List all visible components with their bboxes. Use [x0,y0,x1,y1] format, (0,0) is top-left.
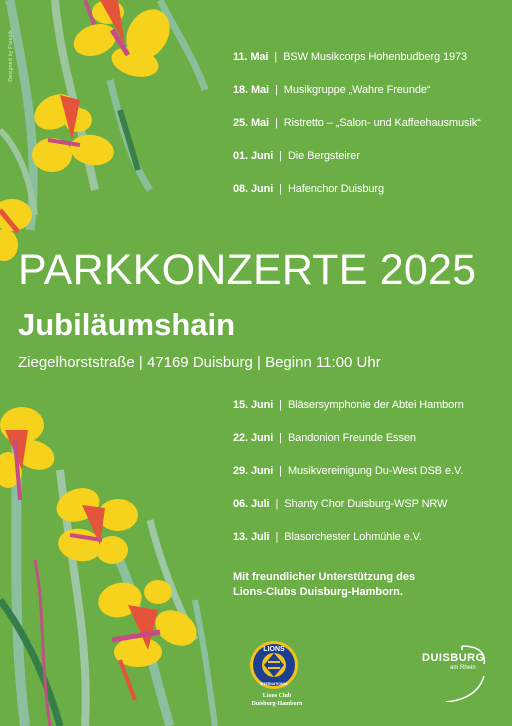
separator: | [279,149,282,162]
concert-date: 06. Juli [233,497,270,510]
concert-date: 11. Mai [233,50,269,63]
separator: | [279,464,282,477]
concert-date: 15. Juni [233,398,274,411]
concert-name: Bandonion Freunde Essen [287,431,416,444]
list-item [233,520,464,553]
separator: | [279,182,282,195]
separator: | [279,398,282,411]
lions-caption-line: Duisburg-Hamborn [251,701,303,707]
duisburg-tagline: am Rhein [450,665,476,671]
concert-list-bottom [233,388,464,553]
flower-bottom-upper [0,407,59,500]
separator: | [279,431,282,444]
concert-name: BSW Musikcorps Hohenbudberg 1973 [283,50,468,63]
concert-date: 01. Juni [233,149,274,162]
concert-list-top [233,40,481,205]
concert-date: 08. Juni [233,182,274,195]
list-item [233,388,464,421]
photo-credit: Designed by Freepik [8,30,14,82]
separator: | [275,83,278,96]
list-item [233,40,481,73]
concert-date: 13. Juli [233,530,270,543]
list-item [233,73,481,106]
concert-name: Bläsersymphonie der Abtei Hamborn [287,398,464,411]
list-item [233,454,464,487]
separator: | [275,497,279,510]
lions-logo-bottom-text: INTERNATIONAL [259,682,289,686]
lions-club-caption [222,692,332,708]
concert-name: Musikgruppe „Wahre Freunde“ [283,83,431,96]
concert-name: Shanty Chor Duisburg-WSP NRW [284,497,448,510]
flower-top-right [69,0,178,82]
poster-subtitle: Jubiläumshain [18,307,236,342]
concert-date: 22. Juni [233,431,274,444]
concert-date: 29. Juni [233,464,274,477]
list-item [233,106,481,139]
sponsor-line: Lions-Clubs Duisburg-Hamborn. [233,586,403,598]
concert-date: 18. Mai [233,83,269,96]
list-item [233,421,464,454]
separator: | [275,530,279,543]
list-item [233,172,481,205]
venue-details: Ziegelhorststraße | 47169 Duisburg | Beginn 11:00 Uhr [18,354,381,371]
flower-bottom-lower [94,578,203,700]
list-item [233,487,464,520]
separator: | [275,116,278,129]
lions-caption-line: Lions Club [262,693,292,699]
concert-date: 25. Mai [233,116,269,129]
sponsor-note [233,570,415,600]
duisburg-logo-mark [418,642,498,702]
flower-top-middle [28,87,116,172]
concert-name: Die Bergsteirer [287,149,360,162]
concert-name: Hafenchor Duisburg [287,182,384,195]
concert-name: Musikvereinigung Du-West DSB e.V. [287,464,464,477]
concert-name: Blasorchester Lohmühle e.V. [284,530,422,543]
concert-name: Ristretto – „Salon- und Kaffeehausmusik“ [283,116,481,129]
separator: | [274,50,278,63]
sponsor-line: Mit freundlicher Unterstützung des [233,571,416,583]
lions-club-logo [248,640,300,690]
poster-title: PARKKONZERTE 2025 [18,246,477,294]
list-item [233,139,481,172]
lions-logo-top-text: LIONS [263,646,285,653]
duisburg-logo-text: DUISBURG [422,652,485,664]
